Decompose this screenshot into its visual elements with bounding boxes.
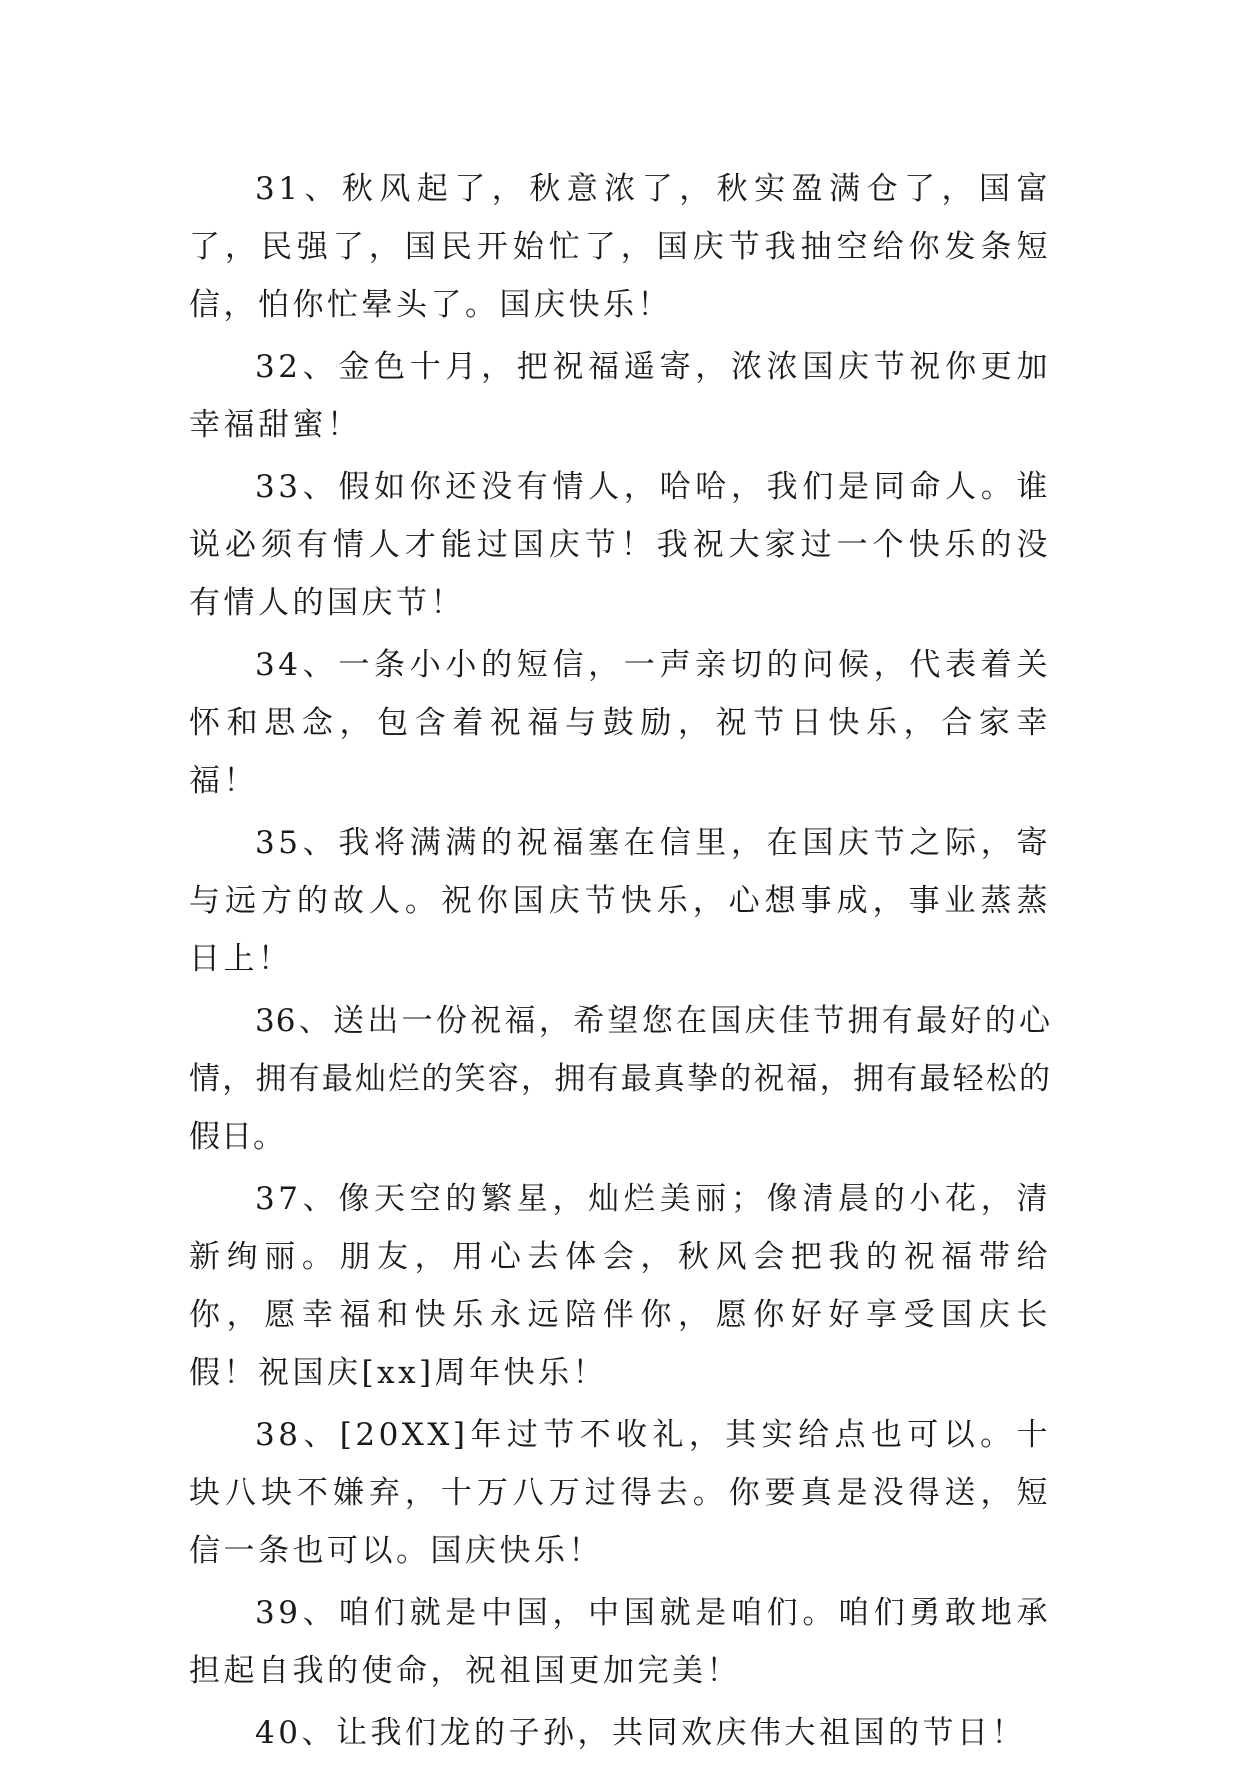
greeting-paragraph-36: 36、送出一份祝福，希望您在国庆佳节拥有最好的心情，拥有最灿烂的笑容，拥有最真挚的祝福，拥有最轻松的假日。 [189, 1003, 1051, 1155]
greeting-paragraph-37: 37、像天空的繁星，灿烂美丽；像清晨的小花，清新绚丽。朋友，用心去体会，秋风会把我的祝福带给你，愿幸福和快乐永远陪伴你，愿你好好享受国庆长假！祝国庆[xx]周年快乐！ [189, 1181, 1051, 1391]
greeting-paragraph-38: 38、[20XX]年过节不收礼，其实给点也可以。十块八块不嫌弃，十万八万过得去。你要真是没得送，短信一条也可以。国庆快乐！ [189, 1417, 1051, 1569]
greeting-paragraph-39: 39、咱们就是中国，中国就是咱们。咱们勇敢地承担起自我的使命，祝祖国更加完美！ [189, 1595, 1051, 1689]
greeting-paragraph-32: 32、金色十月，把祝福遥寄，浓浓国庆节祝你更加幸福甜蜜！ [189, 349, 1051, 443]
document-body [189, 160, 1051, 1766]
greeting-paragraph-34: 34、一条小小的短信，一声亲切的问候，代表着关怀和思念，包含着祝福与鼓励，祝节日快乐，合家幸福！ [189, 647, 1051, 799]
greeting-paragraph-31: 31、秋风起了，秋意浓了，秋实盈满仓了，国富了，民强了，国民开始忙了，国庆节我抽空给你发条短信，怕你忙晕头了。国庆快乐！ [189, 171, 1051, 323]
greeting-paragraph-40: 40、让我们龙的子孙，共同欢庆伟大祖国的节日！ [255, 1715, 1026, 1751]
greeting-paragraph-35: 35、我将满满的祝福塞在信里，在国庆节之际，寄与远方的故人。祝你国庆节快乐，心想事成，事业蒸蒸日上！ [189, 825, 1051, 977]
greeting-paragraph-33: 33、假如你还没有情人，哈哈，我们是同命人。谁说必须有情人才能过国庆节！我祝大家过一个快乐的没有情人的国庆节！ [189, 469, 1051, 621]
